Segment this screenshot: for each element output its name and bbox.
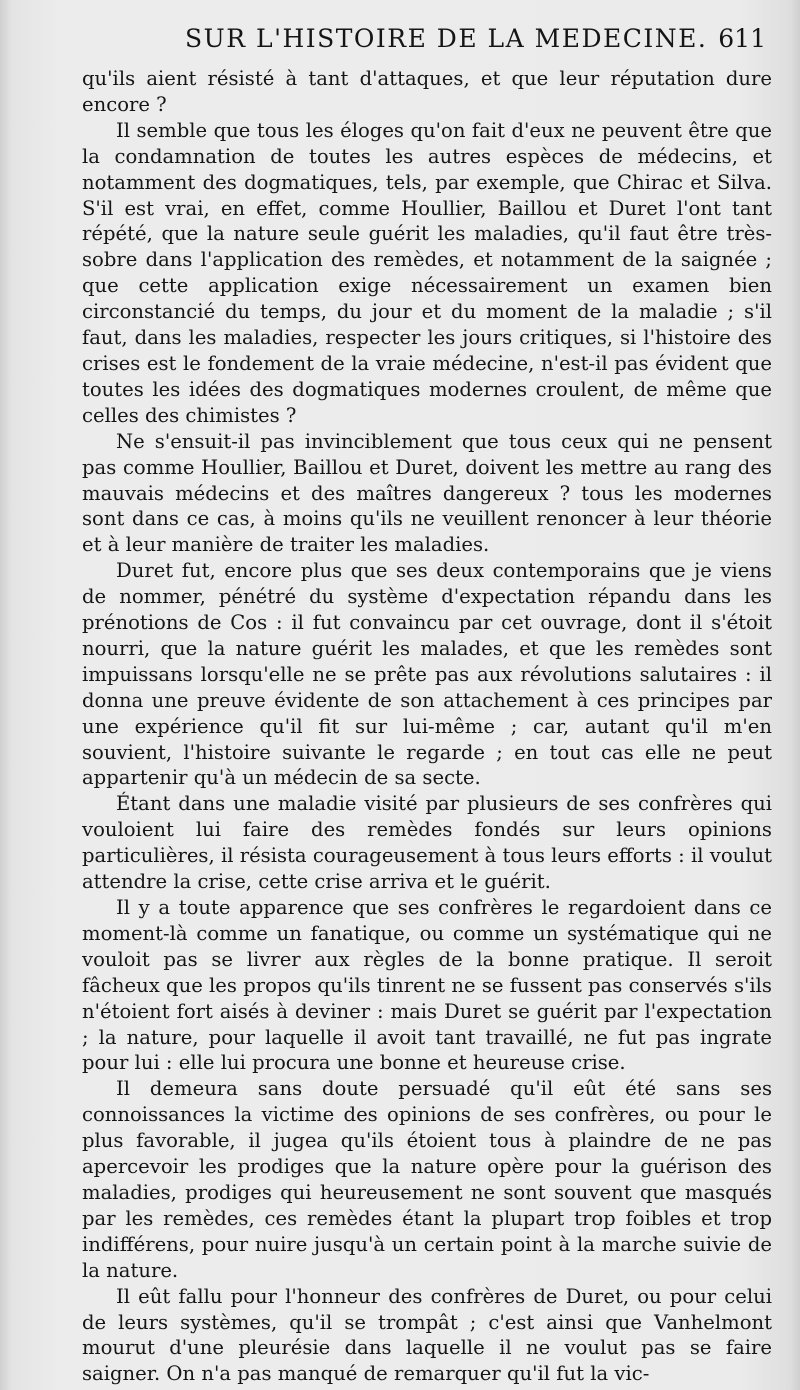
paragraph: Ne s'ensuit-il pas invinciblement que tous ceux qui ne pensent pas comme Houllier, Baillou et Duret, doivent les mettre au rang des mauvais médecins et des maîtres dangereux ? tous les modernes sont dans ce cas, à moins qu'ils ne veuillent renoncer à leur théorie et à leur manière de traiter les maladies. [82, 429, 772, 557]
page-number: 611 [718, 24, 766, 53]
paragraph-continuation: qu'ils aient résisté à tant d'attaques, et que leur réputation dure encore ? [82, 67, 772, 116]
paragraph: Étant dans une maladie visité par plusieurs de ses confrères qui vouloient lui faire des remèdes fondés sur leurs opinions particulières, il résista courageusement à tous leurs efforts : il voulut attendre la crise, cette crise arriva et le guérit. [82, 792, 772, 894]
running-title: SUR L'HISTOIRE DE LA MEDECINE. [185, 24, 708, 53]
paragraph: Il semble que tous les éloges qu'on fait d'eux ne peuvent être que la condamnation de toutes les autres espèces de médecins, et notamment des dogmatiques, tels, par exemple, que Chirac et Silva. S'il est vrai, en effet, comme Houllier, Baillou et Duret l'ont tant répété, que la nature seule guérit les maladies, qu'il faut être très-sobre dans l'application des remèdes, et notamment de la saignée ; que cette application exige nécessairement un examen bien circonstancié du temps, du jour et du moment de la maladie ; s'il faut, dans les maladies, respecter les jours critiques, si l'histoire des crises est le fondement de la vraie médecine, n'est-il pas évident que toutes les idées des dogmatiques modernes croulent, de même que celles des chimistes ? [82, 118, 772, 427]
page-header [0, 24, 800, 56]
paragraph: Il y a toute apparence que ses confrères le regardoient dans ce moment-là comme un fanatique, ou comme un systématique qui ne vouloit pas se livrer aux règles de la bonne pratique. Il seroit fâcheux que les propos qu'ils tinrent ne se fussent pas conservés s'ils n'étoient fort aisés à deviner : mais Duret se guérit par l'expectation ; la nature, pour laquelle il avoit tant travaillé, ne fut pas ingrate pour lui : elle lui procura une bonne et heureuse crise. [82, 896, 772, 1075]
paragraph: Il demeura sans doute persuadé qu'il eût été sans ses connoissances la victime des opinions de ses confrères, ou pour le plus favorable, il jugea qu'ils étoient tous à plaindre de ne pas apercevoir les prodiges que la nature opère pour la guérison des maladies, prodiges qui heureusement ne sont souvent que masqués par les remèdes, ces remèdes étant la plupart trop foibles et trop indifférens, pour nuire jusqu'à un certain point à la marche suivie de la nature. [82, 1077, 772, 1282]
paragraph: Il eût fallu pour l'honneur des confrères de Duret, ou pour celui de leurs systèmes, qu'il se trompât ; c'est ainsi que Vanhelmont mourut d'une pleurésie dans laquelle il ne voulut pas se faire saigner. On n'a pas manqué de remarquer qu'il fut la vic- [82, 1284, 772, 1386]
paragraph: Duret fut, encore plus que ses deux contemporains que je viens de nommer, pénétré du système d'expectation répandu dans les prénotions de Cos : il fut convaincu par cet ouvrage, dont il s'étoit nourri, que la nature guérit les malades, et que les remèdes sont impuissans lorsqu'elle ne se prête pas aux révolutions salutaires : il donna une preuve évidente de son attachement à ces principes par une expérience qu'il fit sur lui-même ; car, autant qu'il m'en souvient, l'histoire suivante le regarde ; en tout cas elle ne peut appartenir qu'à un médecin de sa secte. [82, 559, 772, 790]
page-body-text [82, 66, 772, 1387]
